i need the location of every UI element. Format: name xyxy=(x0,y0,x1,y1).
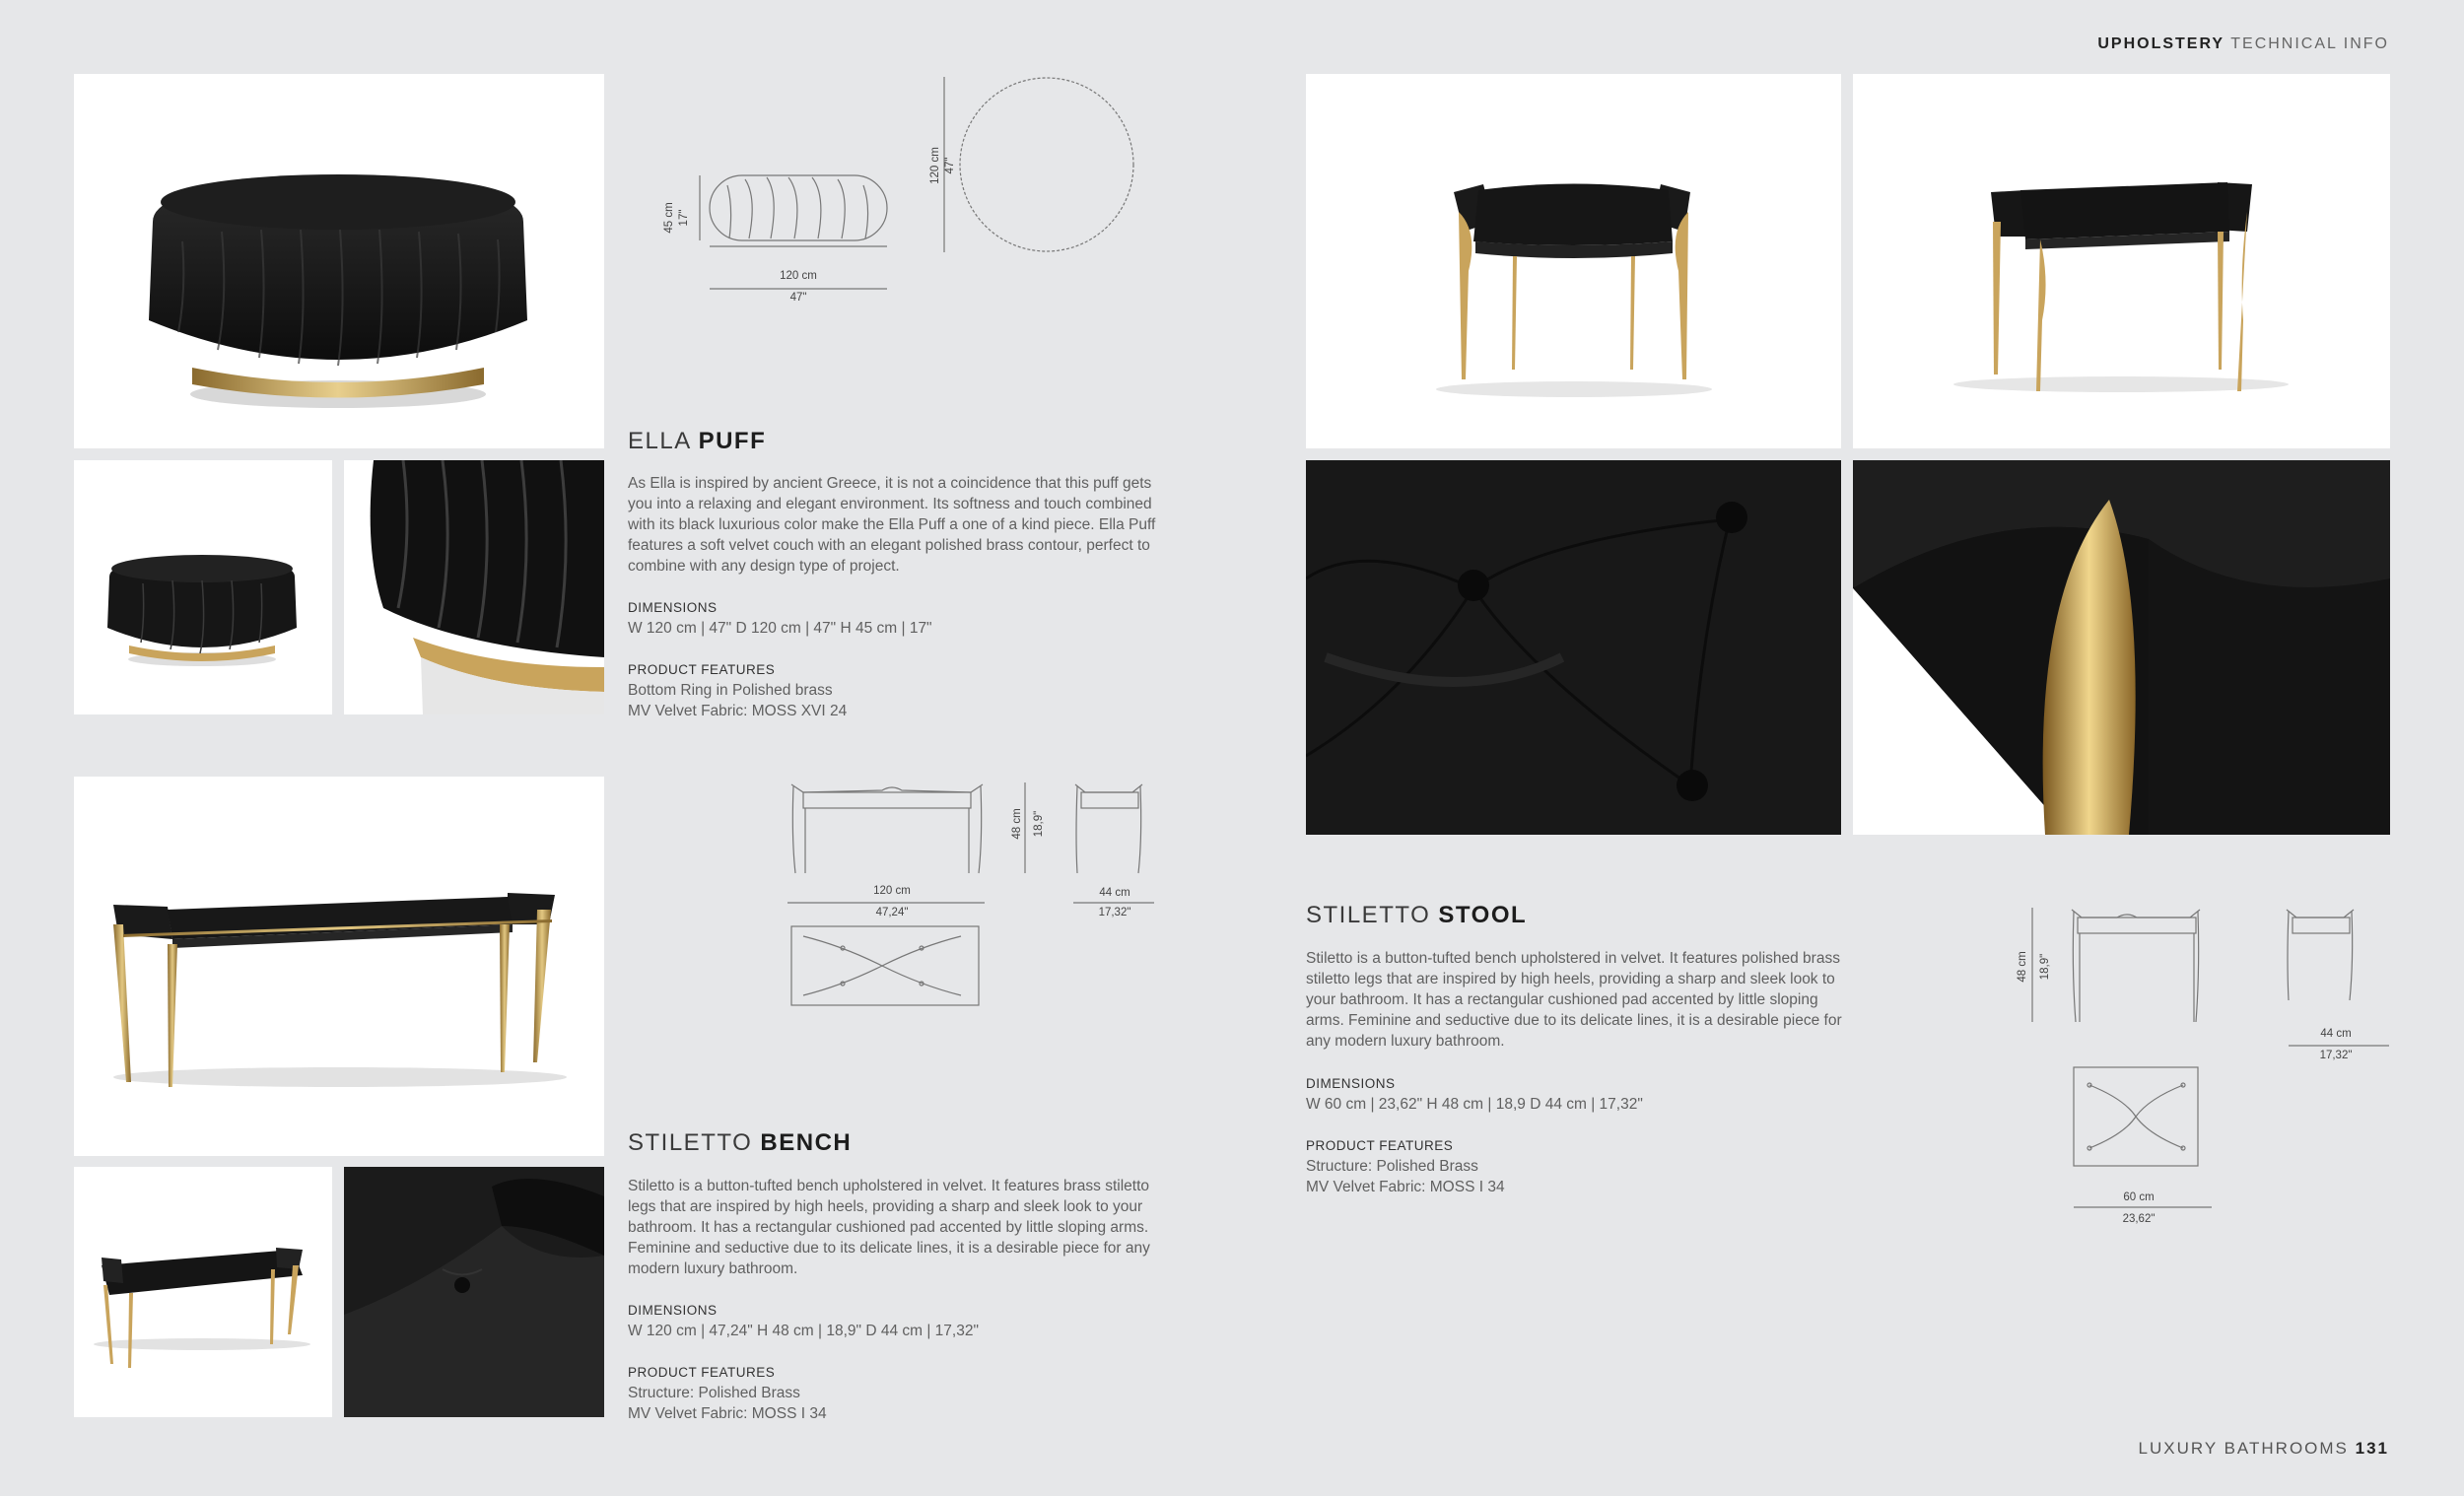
puff-diam-cm: 120 cm xyxy=(929,147,941,184)
puff-detail-photo xyxy=(344,460,604,714)
stool-front-photo xyxy=(1306,74,1841,448)
puff-width-cm: 120 cm xyxy=(780,270,817,282)
puff-feature-item: MV Velvet Fabric: MOSS XVI 24 xyxy=(628,703,848,719)
puff-title xyxy=(628,428,766,455)
puff-side-photo xyxy=(74,460,332,714)
stool-depth-cm: 44 cm xyxy=(2320,1028,2352,1040)
bench-feature-item: Structure: Polished Brass xyxy=(628,1385,800,1401)
footer-label: LUXURY BATHROOMS xyxy=(2138,1439,2349,1458)
header-rest: TECHNICAL INFO xyxy=(2230,35,2389,52)
puff-dimensions-label: DIMENSIONS xyxy=(628,600,718,615)
bench-depth-in: 17,32" xyxy=(1098,907,1131,918)
puff-name-light: ELLA xyxy=(628,428,691,454)
stool-dimensions-label: DIMENSIONS xyxy=(1306,1076,1396,1091)
bench-depth-cm: 44 cm xyxy=(1099,887,1130,899)
bench-dimensions: W 120 cm | 47,24" H 48 cm | 18,9" D 44 cm | 17,32" xyxy=(628,1323,979,1339)
bench-side-photo xyxy=(74,1167,332,1417)
bench-main-photo xyxy=(74,777,604,1156)
stool-dimensions: W 60 cm | 23,62" H 48 cm | 18,9 D 44 cm | 17,32" xyxy=(1306,1096,1643,1113)
puff-main-photo xyxy=(74,74,604,448)
bench-feature-item: MV Velvet Fabric: MOSS I 34 xyxy=(628,1405,827,1422)
puff-height-cm: 45 cm xyxy=(663,202,675,234)
bench-name-bold: BENCH xyxy=(760,1129,853,1156)
stool-width-cm: 60 cm xyxy=(2123,1191,2155,1203)
stool-drawing xyxy=(2020,902,2415,1227)
bench-dimensions-label: DIMENSIONS xyxy=(628,1303,718,1318)
puff-dimensions: W 120 cm | 47" D 120 cm | 47" H 45 cm | 17" xyxy=(628,620,932,637)
bench-height-cm: 48 cm xyxy=(1011,808,1023,840)
bench-width-in: 47,24" xyxy=(875,907,909,918)
bench-detail-photo xyxy=(344,1167,604,1417)
stool-feature-item: Structure: Polished Brass xyxy=(1306,1158,1478,1175)
stool-leg-detail-photo xyxy=(1853,460,2390,835)
bench-description: Stiletto is a button-tufted bench upholstered in velvet. It features brass stiletto legs that are inspired by high heels, providing a sharp and sleek look to your bathroom. It has a rectangular cushioned pad accented by little sloping arms. Feminine and seductive due to its delicate lines, it is a desirable piece for any modern luxury bathroom. xyxy=(628,1178,1150,1277)
puff-description: As Ella is inspired by ancient Greece, it is not a coincidence that this puff gets you into a relaxing and elegant environment. Its softness and touch combined with its black luxurious color make the Ella Puff a one of a kind piece. Ella Puff features a soft velvet couch with an elegant polished brass contour, perfect to combine with any design type of project. xyxy=(628,475,1156,575)
stool-feature-item: MV Velvet Fabric: MOSS I 34 xyxy=(1306,1179,1505,1195)
page-number: 131 xyxy=(2355,1439,2389,1458)
stool-tufting-photo xyxy=(1306,460,1841,835)
bench-width-cm: 120 cm xyxy=(873,885,911,897)
page-footer xyxy=(2139,1439,2389,1459)
bench-features-label: PRODUCT FEATURES xyxy=(628,1365,776,1380)
stool-width-in: 23,62" xyxy=(2122,1213,2156,1225)
section-header xyxy=(2097,35,2389,53)
puff-diam-in: 47" xyxy=(944,157,956,174)
bench-height-in: 18,9" xyxy=(1033,810,1045,838)
bench-title xyxy=(628,1129,852,1157)
stool-name-light: STILETTO xyxy=(1306,902,1431,928)
puff-features-label: PRODUCT FEATURES xyxy=(628,662,776,677)
puff-feature-item: Bottom Ring in Polished brass xyxy=(628,682,833,699)
stool-angle-photo xyxy=(1853,74,2390,448)
puff-width-in: 47" xyxy=(789,292,807,304)
stool-height-cm: 48 cm xyxy=(2017,951,2028,983)
stool-title xyxy=(1306,902,1527,929)
stool-name-bold: STOOL xyxy=(1438,902,1528,928)
bench-name-light: STILETTO xyxy=(628,1129,753,1156)
stool-depth-in: 17,32" xyxy=(2319,1050,2353,1061)
stool-description: Stiletto is a button-tufted bench upholstered in velvet. It features polished brass stiletto legs that are inspired by high heels, providing a sharp and sleek look to your bathroom. It has a rectangular cushioned pad accented by little sloping arms. Feminine and seductive due to its delicate lines, it is a desirable piece for any modern luxury bathroom. xyxy=(1306,950,1842,1050)
puff-height-in: 17" xyxy=(678,209,690,227)
puff-name-bold: PUFF xyxy=(698,428,767,454)
stool-height-in: 18,9" xyxy=(2039,953,2051,981)
stool-features-label: PRODUCT FEATURES xyxy=(1306,1138,1454,1153)
header-bold: UPHOLSTERY xyxy=(2097,35,2225,52)
